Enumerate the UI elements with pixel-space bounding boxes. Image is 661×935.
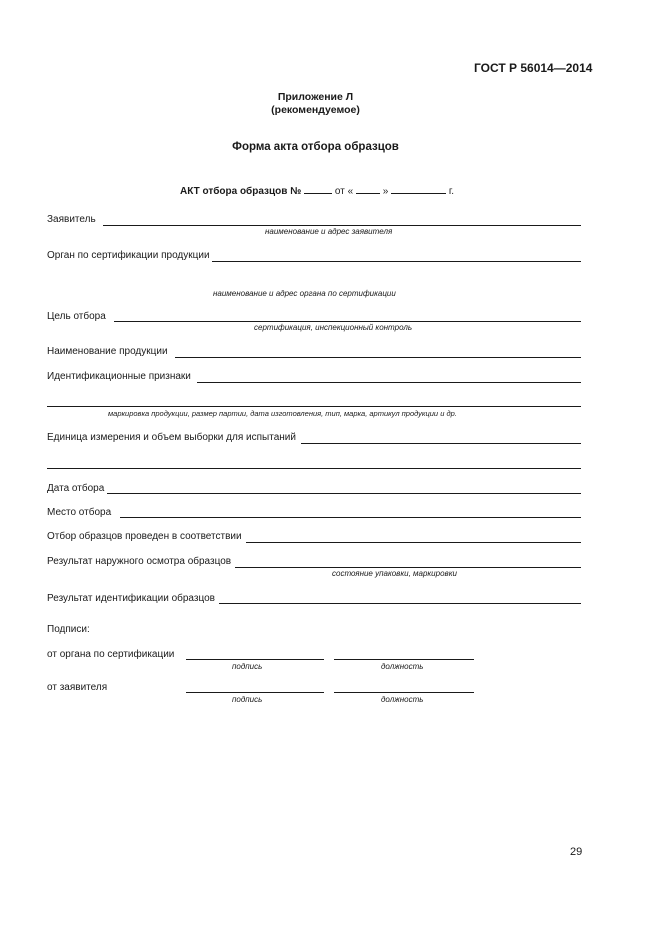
certification-body-field[interactable] — [212, 261, 581, 262]
act-year-suffix: г. — [448, 186, 455, 197]
appendix-title: Приложение Л — [277, 91, 354, 103]
appendix-status: (рекомендуемое) — [271, 104, 360, 116]
act-heading — [180, 184, 454, 197]
act-number-blank[interactable] — [304, 184, 332, 194]
standard-number: ГОСТ Р 56014—2014 — [474, 61, 593, 75]
unit-volume-field-cont[interactable] — [47, 468, 581, 469]
signature-hint: подпись — [232, 662, 263, 671]
signature-field[interactable] — [186, 692, 324, 693]
act-prefix: АКТ отбора образцов № — [180, 186, 302, 197]
conformity-field[interactable] — [246, 542, 581, 543]
place-field[interactable] — [120, 517, 581, 518]
applicant-hint: наименование и адрес заявителя — [265, 227, 393, 236]
identification-result-label: Результат идентификации образцов — [47, 593, 215, 604]
signature-field[interactable] — [186, 659, 324, 660]
unit-volume-label: Единица измерения и объем выборки для испытаний — [47, 432, 296, 443]
date-label: Дата отбора — [47, 483, 105, 494]
position-hint: должность — [381, 695, 424, 704]
applicant-field[interactable] — [103, 225, 581, 226]
inspection-field[interactable] — [235, 567, 581, 568]
page-number: 29 — [570, 846, 583, 858]
form-title: Форма акта отбора образцов — [232, 141, 399, 153]
conformity-label: Отбор образцов проведен в соответствии — [47, 531, 242, 542]
position-field[interactable] — [334, 692, 474, 693]
signature-row-label: от органа по сертификации — [47, 649, 175, 660]
inspection-label: Результат наружного осмотра образцов — [47, 556, 232, 567]
identification-field-cont[interactable] — [47, 406, 581, 407]
identification-label: Идентификационные признаки — [47, 371, 191, 382]
product-name-field[interactable] — [175, 357, 581, 358]
act-from: от « — [334, 186, 354, 197]
purpose-hint: сертификация, инспекционный контроль — [254, 323, 413, 332]
purpose-field[interactable] — [114, 321, 581, 322]
identification-hint: маркировка продукции, размер партии, дата изготовления, тип, марка, артикул продукции и др. — [108, 409, 457, 418]
identification-field[interactable] — [197, 382, 581, 383]
signature-hint: подпись — [232, 695, 263, 704]
signatures-heading: Подписи: — [47, 624, 90, 635]
date-field[interactable] — [107, 493, 581, 494]
position-hint: должность — [381, 662, 424, 671]
place-label: Место отбора — [47, 507, 112, 518]
inspection-hint: состояние упаковки, маркировки — [332, 569, 457, 578]
product-name-label: Наименование продукции — [47, 346, 168, 357]
act-day-blank[interactable] — [356, 184, 380, 194]
certification-body-hint: наименование и адрес органа по сертификации — [213, 289, 396, 298]
act-month-blank[interactable] — [391, 184, 446, 194]
position-field[interactable] — [334, 659, 474, 660]
certification-body-label: Орган по сертификации продукции — [47, 250, 210, 261]
identification-result-field[interactable] — [219, 603, 581, 604]
purpose-label: Цель отбора — [47, 311, 106, 322]
unit-volume-field[interactable] — [301, 443, 581, 444]
signature-row-label: от заявителя — [47, 682, 108, 693]
act-close-quote: » — [382, 186, 389, 197]
applicant-label: Заявитель — [47, 214, 96, 225]
